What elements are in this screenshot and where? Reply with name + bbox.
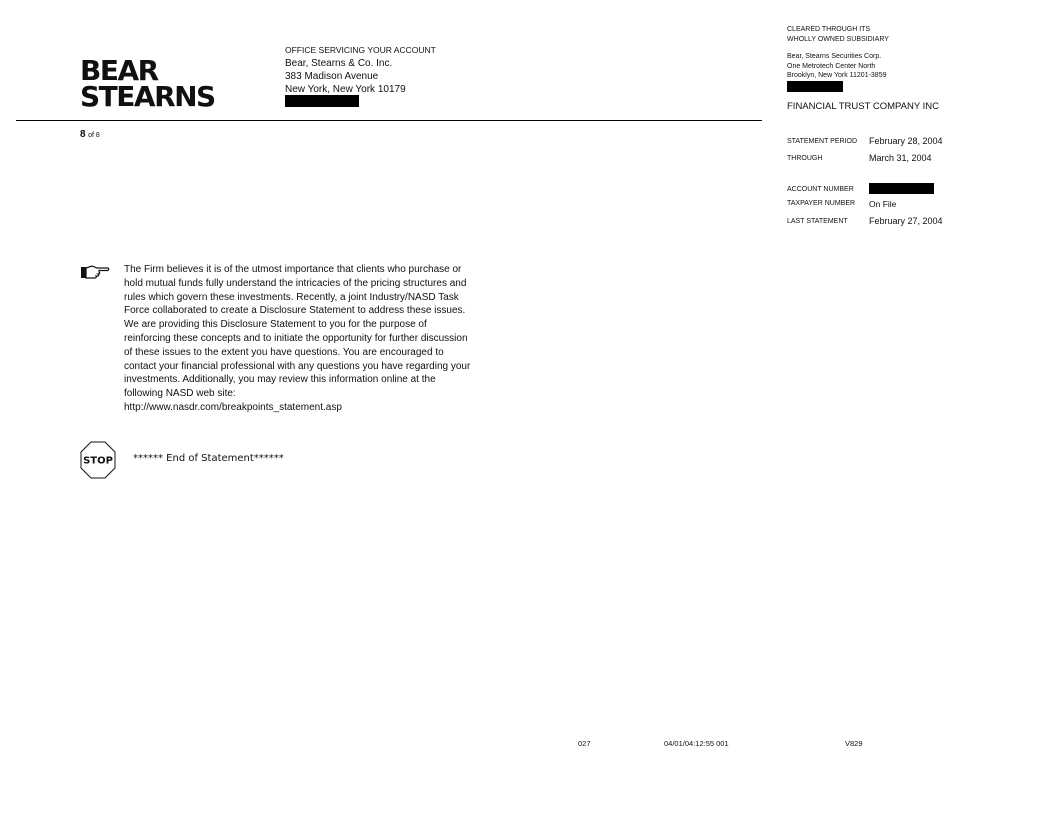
clearing-corp: Bear, Stearns Securities Corp. <box>787 53 882 60</box>
clearing-line-2: WHOLLY OWNED SUBSIDIARY <box>787 35 889 43</box>
page-current: 8 <box>80 129 86 140</box>
notice-line: reinforcing these concepts and to initiate the opportunity for further discussion <box>124 332 468 344</box>
clearing-city: Brooklyn, New York 11201-3859 <box>787 72 887 79</box>
taxpayer-number-label: TAXPAYER NUMBER <box>787 200 856 207</box>
notice-line: hold mutual funds fully understand the intricacies of the pricing structures and <box>124 277 467 289</box>
mutual-fund-disclosure-notice <box>124 263 516 415</box>
notice-line: rules which govern these investments. Recently, a joint Industry/NASD Task <box>124 291 459 303</box>
office-header: OFFICE SERVICING YOUR ACCOUNT <box>285 45 436 55</box>
stop-sign-text: STOP <box>83 455 113 467</box>
client-name: FINANCIAL TRUST COMPANY INC <box>787 101 940 112</box>
logo-line-2: STEARNS <box>80 80 215 113</box>
page-number <box>80 129 100 140</box>
end-of-statement: ****** End of Statement****** <box>133 453 284 464</box>
office-address-block <box>285 44 436 111</box>
footer-version: V829 <box>845 739 863 748</box>
footer-timestamp: 04/01/04:12:55 001 <box>664 739 729 748</box>
clearing-line-1: CLEARED THROUGH ITS <box>787 26 871 33</box>
last-statement-label: LAST STATEMENT <box>787 218 848 225</box>
notice-line: We are providing this Disclosure Statement to you for the purpose of <box>124 319 427 331</box>
notice-url: http://www.nasdr.com/breakpoints_statement.asp <box>124 401 342 413</box>
notice-line: following NASD web site: <box>124 388 236 400</box>
bear-stearns-logo <box>80 54 215 113</box>
clearing-corp-block <box>787 52 887 95</box>
redaction-bar <box>787 81 843 92</box>
taxpayer-number-value: On File <box>869 199 897 209</box>
clearing-header <box>787 25 889 44</box>
notice-line: The Firm believes it is of the utmost importance that clients who purchase or <box>124 264 462 275</box>
through-label: THROUGH <box>787 155 823 162</box>
office-name: Bear, Stearns & Co. Inc. <box>285 58 393 69</box>
office-address: 383 Madison Avenue <box>285 71 379 82</box>
stop-sign-icon <box>80 441 116 484</box>
statement-period-label: STATEMENT PERIOD <box>787 138 858 145</box>
statement-period-value: February 28, 2004 <box>869 136 943 146</box>
logo-line-1: BEAR <box>80 54 158 87</box>
header-rule <box>16 120 762 121</box>
notice-line: contact your financial professional with any questions you have regarding your <box>124 360 471 372</box>
clearing-address: One Metrotech Center North <box>787 62 876 70</box>
through-value: March 31, 2004 <box>869 153 932 163</box>
account-number-label: ACCOUNT NUMBER <box>787 186 854 193</box>
notice-line: investments. Additionally, you may review this information online at the <box>124 374 436 386</box>
account-number-redaction <box>869 183 934 194</box>
last-statement-value: February 27, 2004 <box>869 216 943 226</box>
notice-line: of these issues to the extent you have questions. You are encouraged to <box>124 346 444 358</box>
page-total: of 8 <box>88 132 100 139</box>
office-city: New York, New York 10179 <box>285 84 406 95</box>
notice-line: Force collaborated to create a Disclosure Statement to address these issues. <box>124 305 466 317</box>
redaction-bar <box>285 95 359 107</box>
pointing-hand-icon <box>80 264 110 285</box>
footer-code: 027 <box>578 739 591 748</box>
